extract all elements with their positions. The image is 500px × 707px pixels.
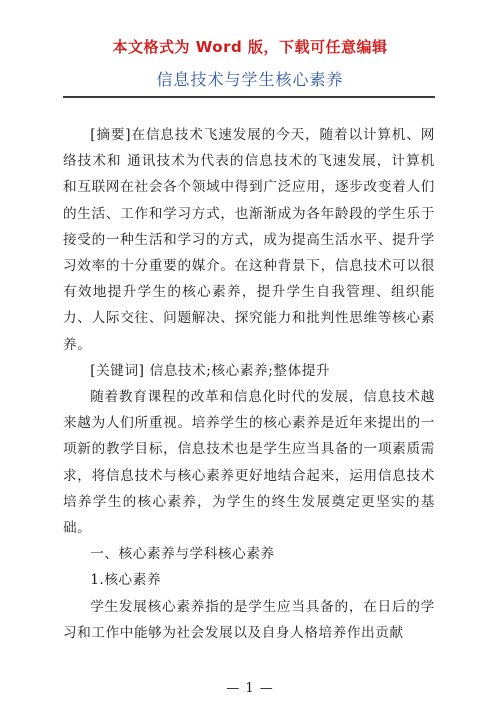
- abstract-paragraph: [摘要]在信息技术飞速发展的今天，随着以计算机、网络技术和 通讯技术为代表的信息技术的飞速发展，计算机和互联网在社会各个领域中得到广泛应用，逐步改变着人们的生活、工作和学习方式，也渐渐成为各年龄段的学生乐于接受的一种生活和学习的方式，成为提高生活水平、提升学习效率的十分重要的媒介。在这种背景下，信息技术可以很有效地提升学生的核心素养，提升学生自我管理、组织能力、人际交往、问题解决、探究能力和批判性思维等核心素养。: [63, 127, 435, 353]
- body-paragraph: 学生发展核心素养指的是学生应当具备的，在日后的学习和工作中能够为社会发展以及自身人格培养作出贡献: [63, 598, 435, 641]
- keywords-line: [关键词] 信息技术;核心素养;整体提升: [90, 362, 331, 379]
- section-heading: 一、核心素养与学科核心素养: [90, 546, 275, 563]
- page-number: — 1 —: [226, 681, 274, 696]
- document-body: [63, 122, 435, 646]
- subsection-heading: 1.核心素养: [90, 572, 162, 589]
- intro-paragraph: 随着教育课程的改革和信息化时代的发展，信息技术越来越为人们所重视。培养学生的核心素养是近年来提出的一项新的教学目标，信息技术也是学生应当具备的一项素质需求，将信息技术与核心素养更好地结合起来，运用信息技术培养学生的核心素养，为学生的终生发展奠定更坚实的基础。: [63, 389, 435, 537]
- download-banner: 本文格式为 Word 版，下载可任意编辑: [112, 38, 388, 56]
- title-divider: [63, 96, 435, 98]
- document-title: 信息技术与学生核心素养: [156, 70, 344, 89]
